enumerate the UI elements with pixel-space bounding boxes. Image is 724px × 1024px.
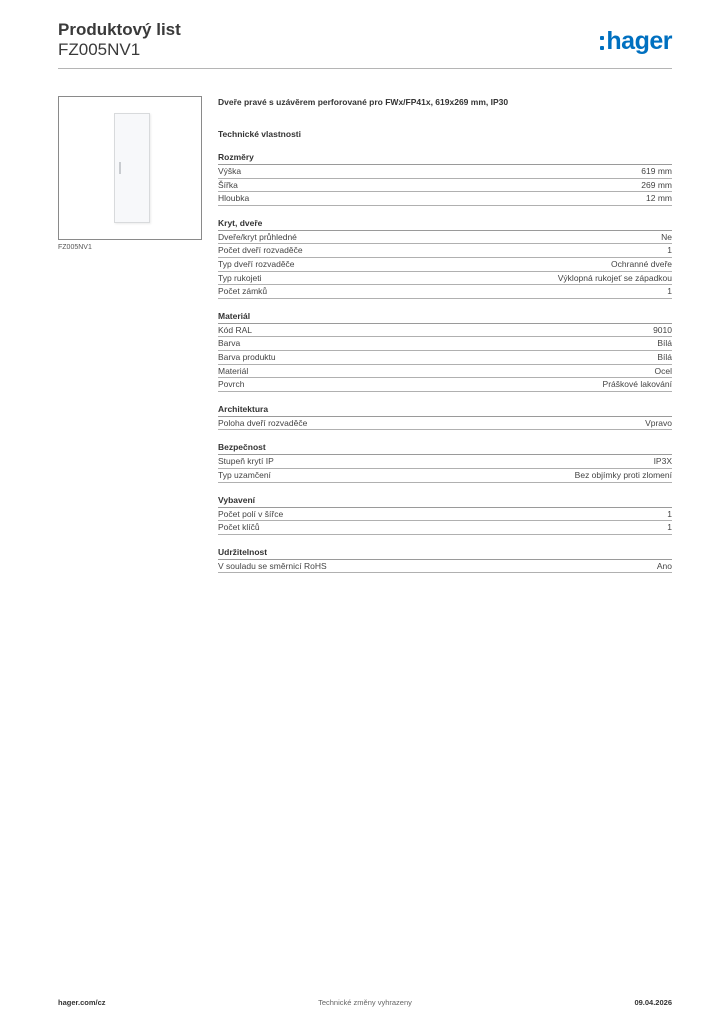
property-value: Ne [661, 231, 672, 242]
property-section [218, 403, 672, 431]
technical-properties-title: Technické vlastnosti [218, 129, 301, 139]
property-value: IP3X [653, 456, 672, 467]
property-label: Počet klíčů [218, 522, 260, 533]
section-title: Materiál [218, 310, 672, 324]
property-section [218, 310, 672, 392]
property-value: Bílá [657, 351, 672, 362]
property-value: Vpravo [645, 417, 672, 428]
product-door-image [114, 113, 150, 223]
property-value: Práškové lakování [602, 379, 672, 390]
property-label: Stupeň krytí IP [218, 456, 274, 467]
property-row [218, 258, 672, 272]
property-label: Kód RAL [218, 324, 253, 335]
property-section [218, 546, 672, 574]
property-value: Bílá [657, 338, 672, 349]
property-row [218, 455, 672, 469]
property-section [218, 151, 672, 206]
property-row [218, 324, 672, 338]
property-label: Typ uzamčení [218, 469, 271, 480]
property-row [218, 231, 672, 245]
property-row [218, 560, 672, 574]
property-row [218, 469, 672, 483]
property-label: Počet polí v šířce [218, 508, 284, 519]
property-value: Ano [656, 560, 672, 571]
property-label: Typ dveří rozvaděče [218, 258, 295, 269]
properties-sections [218, 151, 672, 573]
property-row [218, 272, 672, 286]
property-value: Ochranné dveře [611, 258, 672, 269]
section-title: Kryt, dveře [218, 217, 672, 231]
property-label: Materiál [218, 365, 249, 376]
property-row [218, 285, 672, 299]
property-value: 9010 [653, 324, 672, 335]
property-label: Šířka [218, 179, 238, 190]
property-row [218, 521, 672, 535]
property-label: Výška [218, 166, 242, 176]
property-row [218, 365, 672, 379]
page-footer [58, 998, 672, 1010]
section-title: Rozměry [218, 151, 672, 165]
product-details [218, 96, 672, 573]
section-title: Udržitelnost [218, 546, 672, 560]
footer-date: 09.04.2026 [634, 998, 672, 1007]
logo-colon-icon [600, 36, 604, 50]
property-value: 619 mm [641, 166, 672, 176]
property-value: 1 [667, 245, 672, 256]
property-row [218, 179, 672, 193]
header-divider [58, 68, 672, 69]
page-title: Produktový list [58, 20, 181, 39]
property-row [218, 192, 672, 206]
property-value: 12 mm [646, 193, 672, 204]
property-row [218, 378, 672, 392]
property-label: Hloubka [218, 193, 250, 204]
property-row [218, 244, 672, 258]
door-handle-shape [119, 162, 121, 174]
property-label: Povrch [218, 379, 245, 390]
footer-website: hager.com/cz [58, 998, 106, 1007]
logo-text: hager [606, 27, 672, 55]
property-section [218, 217, 672, 299]
footer-disclaimer: Technické změny vyhrazeny [318, 998, 412, 1007]
property-value: 269 mm [641, 179, 672, 190]
page-header [58, 20, 672, 68]
product-description: Dveře pravé s uzávěrem perforované pro FWx/FP41x, 619x269 mm, IP30 [218, 97, 509, 107]
property-label: Počet zámků [218, 286, 268, 297]
property-row [218, 337, 672, 351]
product-code: FZ005NV1 [58, 40, 141, 59]
property-value: Bez objímky proti zlomení [574, 469, 672, 480]
property-label: Poloha dveří rozvaděče [218, 417, 308, 428]
property-value: Ocel [654, 365, 672, 376]
section-title: Architektura [218, 403, 672, 417]
property-value: 1 [667, 522, 672, 533]
hager-logo [600, 28, 672, 54]
property-label: Barva produktu [218, 351, 276, 362]
product-image-frame [58, 96, 202, 240]
property-value: 1 [667, 508, 672, 519]
section-title: Vybavení [218, 494, 672, 508]
property-value: 1 [667, 286, 672, 297]
property-label: Typ rukojeti [218, 272, 262, 283]
product-image-caption: FZ005NV1 [58, 244, 92, 251]
property-label: Dveře/kryt průhledné [218, 231, 297, 242]
property-label: V souladu se směrnicí RoHS [218, 560, 327, 571]
section-title: Bezpečnost [218, 441, 672, 455]
property-section [218, 494, 672, 535]
property-row [218, 508, 672, 522]
property-row [218, 165, 672, 179]
property-label: Barva [218, 338, 241, 349]
property-row [218, 417, 672, 431]
property-section [218, 441, 672, 482]
property-row [218, 351, 672, 365]
property-value: Výklopná rukojeť se západkou [557, 272, 672, 283]
property-label: Počet dveří rozvaděče [218, 245, 303, 256]
